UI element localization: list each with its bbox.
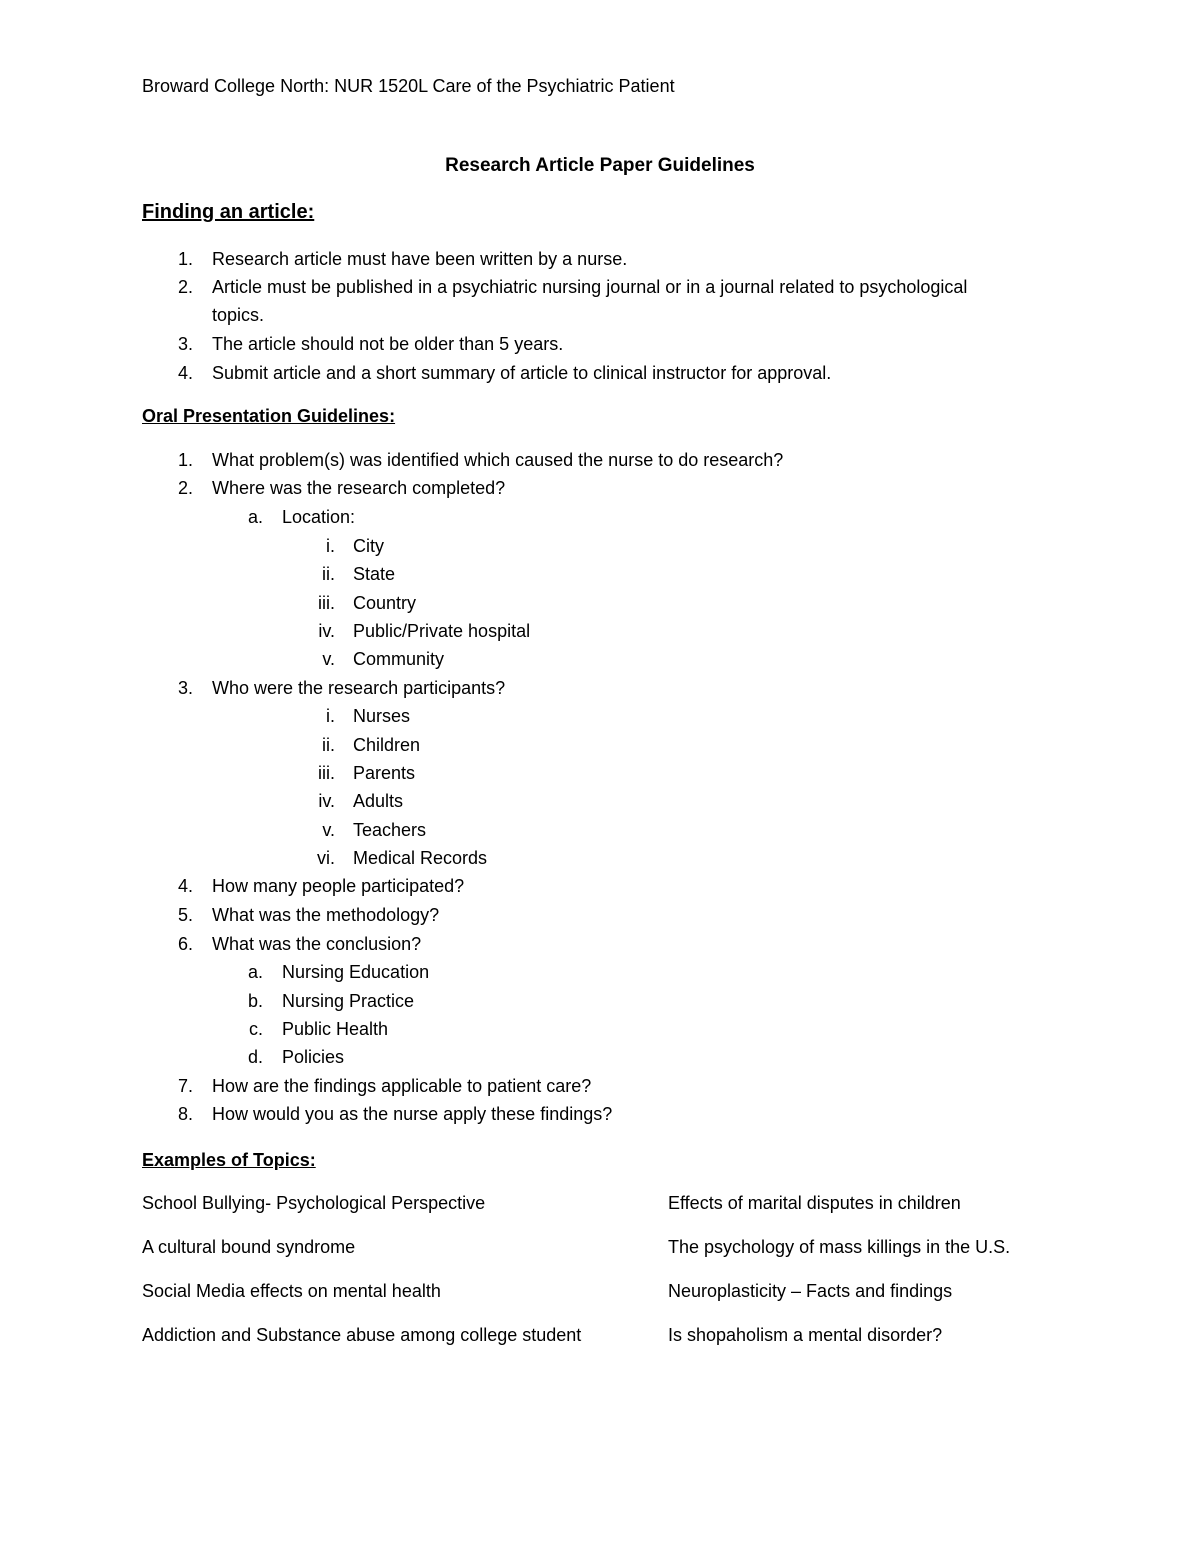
list-item: Community [353,649,445,669]
list-number: 3. [177,334,193,354]
list-number: ii. [322,564,335,584]
list-number: 7. [177,1076,193,1096]
list-number: i. [326,706,335,726]
topic-left: School Bullying- Psychological Perspective [142,1193,486,1213]
topic-left: A cultural bound syndrome [142,1237,356,1257]
list-item: Medical Records [353,848,488,868]
list-number: iv. [318,791,335,811]
list-number: 8. [177,1104,193,1124]
list-item: Children [353,735,421,755]
list-item: Parents [353,763,416,783]
list-number: 4. [177,876,193,896]
list-item: Teachers [353,820,427,840]
list-number: 1. [177,450,193,470]
list-item: City [353,536,384,556]
list-number: iv. [318,621,335,641]
list-item: How are the findings applicable to patient care? [212,1076,592,1096]
section-heading-oral: Oral Presentation Guidelines: [142,406,396,426]
list-item: How would you as the nurse apply these findings? [212,1104,613,1124]
list-item: Nurses [353,706,411,726]
list-item: How many people participated? [212,876,465,896]
list-item: What was the conclusion? [212,934,422,954]
topic-left: Social Media effects on mental health [142,1281,441,1301]
list-item: Submit article and a short summary of article to clinical instructor for approval. [212,363,832,383]
list-item: State [353,564,396,584]
list-item: Research article must have been written by a nurse. [212,249,628,269]
list-number: i. [326,536,335,556]
list-item: Nursing Education [282,962,430,982]
section-heading-topics: Examples of Topics: [142,1150,316,1170]
list-item: Nursing Practice [282,991,415,1011]
list-number: 3. [177,678,193,698]
list-number: 1. [177,249,193,269]
list-item: Article must be published in a psychiatric nursing journal or in a journal related to psychological [212,277,968,297]
list-number: a. [247,507,263,527]
list-number: iii. [318,763,335,783]
list-number: c. [248,1019,263,1039]
list-number: vi. [317,848,335,868]
list-item: What problem(s) was identified which caused the nurse to do research? [212,450,784,470]
topic-right: Effects of marital disputes in children [668,1193,961,1213]
list-number: a. [247,962,263,982]
list-item: The article should not be older than 5 years. [212,334,564,354]
list-number: v. [322,820,335,840]
topic-right: Neuroplasticity – Facts and findings [668,1281,953,1301]
topic-left: Addiction and Substance abuse among college student [142,1325,582,1345]
topic-right: The psychology of mass killings in the U.S. [668,1237,1011,1257]
list-number: ii. [322,735,335,755]
list-number: d. [247,1047,263,1067]
list-item: Policies [282,1047,345,1067]
list-number: 2. [177,277,193,297]
list-number: 4. [177,363,193,383]
course-header: Broward College North: NUR 1520L Care of the Psychiatric Patient [142,76,675,96]
section-heading-finding: Finding an article: [142,201,315,223]
list-number: 5. [177,905,193,925]
list-number: b. [247,991,263,1011]
list-item: What was the methodology? [212,905,440,925]
list-number: v. [322,649,335,669]
page-title: Research Article Paper Guidelines [445,155,755,176]
list-number: 2. [177,478,193,498]
list-item-continuation: topics. [212,305,265,325]
list-number: iii. [318,593,335,613]
list-item: Country [353,593,417,613]
list-item: Where was the research completed? [212,478,506,498]
list-item: Who were the research participants? [212,678,506,698]
list-number: 6. [177,934,193,954]
topic-right: Is shopaholism a mental disorder? [668,1325,943,1345]
list-item: Location: [282,507,356,527]
list-item: Adults [353,791,404,811]
list-item: Public Health [282,1019,389,1039]
list-item: Public/Private hospital [353,621,531,641]
